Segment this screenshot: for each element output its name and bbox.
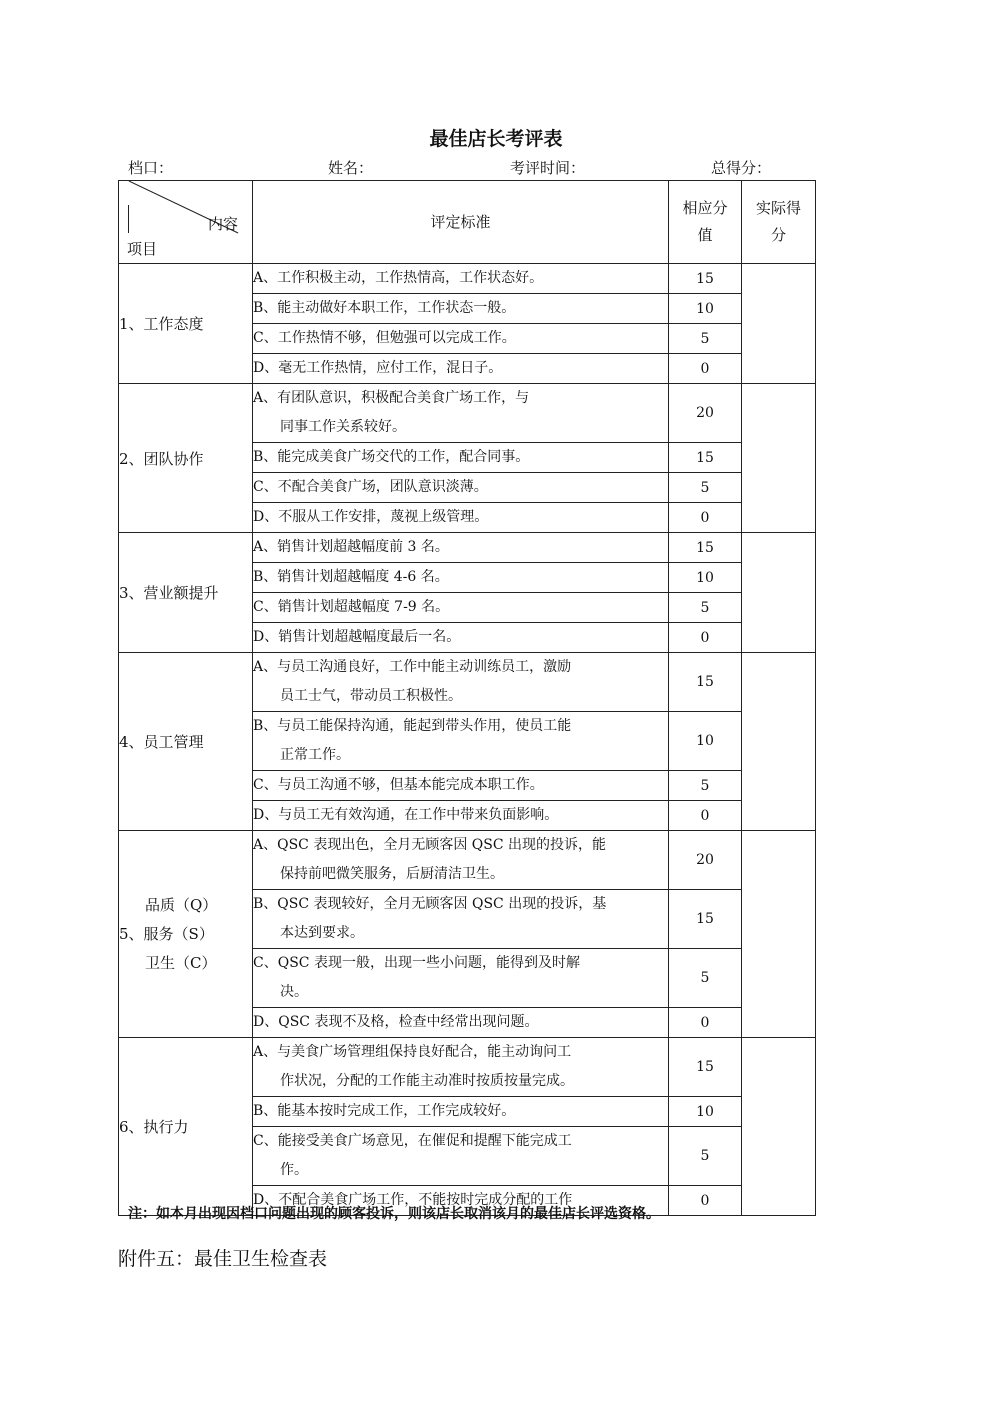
header-score xyxy=(669,181,742,264)
score-cell: 15 xyxy=(669,1038,742,1097)
criteria-cell xyxy=(253,324,669,354)
category-cell xyxy=(119,264,253,384)
criteria-text: D、不配合美食广场工作，不能按时完成分配的工作 xyxy=(253,1192,573,1208)
criteria-cell xyxy=(253,623,669,653)
score-cell: 5 xyxy=(669,949,742,1008)
criteria-text: 作。 xyxy=(280,1162,308,1178)
criteria-cell xyxy=(253,801,669,831)
header-actual-line1: 实际得 xyxy=(755,199,801,217)
score-cell: 20 xyxy=(669,831,742,890)
actual-score-cell[interactable] xyxy=(742,831,816,1038)
actual-score-cell[interactable] xyxy=(742,533,816,653)
criteria-text: B、能主动做好本职工作，工作状态一般。 xyxy=(253,300,516,316)
footnote: 注：如本月出现因档口问题出现的顾客投诉，则该店长取消该月的最佳店长评选资格。 xyxy=(128,1206,660,1222)
criteria-text: C、QSC 表现一般，出现一些小问题，能得到及时解 xyxy=(253,955,580,971)
criteria-cell xyxy=(253,771,669,801)
criteria-text: D、与员工无有效沟通，在工作中带来负面影响。 xyxy=(253,807,559,823)
score-cell: 15 xyxy=(669,890,742,949)
header-score-line1: 相应分 xyxy=(682,199,728,217)
criteria-text: D、毫无工作热情，应付工作，混日子。 xyxy=(253,360,503,376)
criteria-cell xyxy=(253,384,669,443)
score-cell: 10 xyxy=(669,563,742,593)
criteria-cell xyxy=(253,712,669,771)
table-row xyxy=(119,264,816,294)
criteria-text: A、与员工沟通良好，工作中能主动训练员工，激励 xyxy=(253,659,572,675)
criteria-cell xyxy=(253,949,669,1008)
score-cell: 10 xyxy=(669,712,742,771)
score-cell: 5 xyxy=(669,593,742,623)
criteria-cell xyxy=(253,1008,669,1038)
actual-score-cell[interactable] xyxy=(742,384,816,533)
criteria-cell xyxy=(253,473,669,503)
header-item-label: 项目 xyxy=(127,240,158,258)
table-row xyxy=(119,653,816,712)
criteria-cell xyxy=(253,264,669,294)
criteria-cell xyxy=(253,1097,669,1127)
score-cell: 10 xyxy=(669,1097,742,1127)
criteria-text: 保持前吧微笑服务，后厨清洁卫生。 xyxy=(280,866,504,882)
category-label-line: 5、服务（S） xyxy=(119,924,214,943)
criteria-text: A、QSC 表现出色，全月无顾客因 QSC 出现的投诉，能 xyxy=(253,837,607,853)
score-cell: 15 xyxy=(669,264,742,294)
category-label: 6、执行力 xyxy=(119,1118,189,1136)
criteria-cell xyxy=(253,1038,669,1097)
header-content-label: 内容 xyxy=(207,215,238,233)
category-label: 4、员工管理 xyxy=(119,733,204,751)
score-cell: 10 xyxy=(669,294,742,324)
criteria-text: B、销售计划超越幅度 4-6 名。 xyxy=(253,569,449,585)
actual-score-cell[interactable] xyxy=(742,264,816,384)
table-row xyxy=(119,1038,816,1097)
criteria-cell xyxy=(253,593,669,623)
score-cell: 15 xyxy=(669,443,742,473)
actual-score-cell[interactable] xyxy=(742,1038,816,1216)
criteria-cell xyxy=(253,533,669,563)
score-cell: 0 xyxy=(669,354,742,384)
score-cell: 15 xyxy=(669,653,742,712)
criteria-cell xyxy=(253,890,669,949)
evaluation-table-body xyxy=(119,181,816,1216)
score-cell: 5 xyxy=(669,324,742,354)
criteria-cell xyxy=(253,563,669,593)
table-row xyxy=(119,533,816,563)
score-cell: 0 xyxy=(669,1008,742,1038)
category-label: 1、工作态度 xyxy=(119,315,204,333)
score-cell: 15 xyxy=(669,533,742,563)
category-label: 2、团队协作 xyxy=(119,449,204,468)
criteria-text: A、与美食广场管理组保持良好配合，能主动询问工 xyxy=(253,1044,572,1060)
criteria-text: C、销售计划超越幅度 7-9 名。 xyxy=(253,599,450,615)
criteria-text: A、有团队意识，积极配合美食广场工作，与 xyxy=(253,390,530,406)
category-label-line: 品质（Q） xyxy=(145,895,218,914)
category-label: 3、营业额提升 xyxy=(119,584,219,602)
evaluation-table xyxy=(118,180,816,1216)
score-cell: 0 xyxy=(669,1186,742,1216)
criteria-cell xyxy=(253,653,669,712)
criteria-cell xyxy=(253,294,669,324)
header-criteria: 评定标准 xyxy=(253,181,669,264)
score-cell: 0 xyxy=(669,623,742,653)
category-cell xyxy=(119,1038,253,1216)
actual-score-cell[interactable] xyxy=(742,653,816,831)
header-actual-line2: 分 xyxy=(770,226,786,244)
stall-label: 档口： xyxy=(128,159,174,177)
criteria-text: A、工作积极主动，工作热情高，工作状态好。 xyxy=(253,270,544,286)
category-cell xyxy=(119,533,253,653)
criteria-text: D、QSC 表现不及格，检查中经常出现问题。 xyxy=(253,1014,539,1030)
category-cell xyxy=(119,653,253,831)
name-label: 姓名： xyxy=(328,159,374,177)
criteria-text: B、能完成美食广场交代的工作，配合同事。 xyxy=(253,449,530,465)
diagonal-tick xyxy=(128,205,129,233)
criteria-text: B、能基本按时完成工作，工作完成较好。 xyxy=(253,1103,516,1119)
criteria-text: B、与员工能保持沟通，能起到带头作用，使员工能 xyxy=(253,718,572,734)
eval-time-label: 考评时间： xyxy=(510,159,586,177)
criteria-text: C、不配合美食广场，团队意识淡薄。 xyxy=(253,479,488,495)
page-title: 最佳店长考评表 xyxy=(429,128,563,150)
score-cell: 0 xyxy=(669,801,742,831)
criteria-cell xyxy=(253,831,669,890)
header-actual xyxy=(742,181,816,264)
criteria-text: C、工作热情不够，但勉强可以完成工作。 xyxy=(253,330,516,346)
category-cell xyxy=(119,384,253,533)
score-cell: 5 xyxy=(669,1127,742,1186)
category-label-line: 卫生（C） xyxy=(145,953,217,972)
criteria-text: 员工士气，带动员工积极性。 xyxy=(280,688,462,704)
score-cell: 20 xyxy=(669,384,742,443)
score-cell: 0 xyxy=(669,503,742,533)
criteria-text: 正常工作。 xyxy=(280,747,350,763)
criteria-text: 同事工作关系较好。 xyxy=(280,419,406,435)
criteria-text: D、不服从工作安排，蔑视上级管理。 xyxy=(253,509,489,525)
criteria-text: D、销售计划超越幅度最后一名。 xyxy=(253,629,461,645)
table-row xyxy=(119,384,816,443)
criteria-text: 作状况，分配的工作能主动准时按质按量完成。 xyxy=(280,1073,574,1089)
criteria-text: 本达到要求。 xyxy=(280,925,364,941)
header-row xyxy=(119,181,816,264)
total-score-label: 总得分： xyxy=(711,159,772,177)
header-score-line2: 值 xyxy=(697,226,713,244)
diagonal-header-cell xyxy=(119,181,253,264)
criteria-cell xyxy=(253,503,669,533)
criteria-text: C、能接受美食广场意见，在催促和提醒下能完成工 xyxy=(253,1133,572,1149)
category-cell xyxy=(119,831,253,1038)
criteria-text: 决。 xyxy=(280,984,308,1000)
criteria-text: C、与员工沟通不够，但基本能完成本职工作。 xyxy=(253,777,544,793)
table-row xyxy=(119,831,816,890)
attachment-heading: 附件五：最佳卫生检查表 xyxy=(118,1248,328,1270)
criteria-cell xyxy=(253,443,669,473)
score-cell: 5 xyxy=(669,473,742,503)
criteria-text: A、销售计划超越幅度前 3 名。 xyxy=(253,539,449,555)
criteria-cell xyxy=(253,354,669,384)
score-cell: 5 xyxy=(669,771,742,801)
criteria-text: B、QSC 表现较好，全月无顾客因 QSC 出现的投诉，基 xyxy=(253,896,607,912)
criteria-cell xyxy=(253,1127,669,1186)
